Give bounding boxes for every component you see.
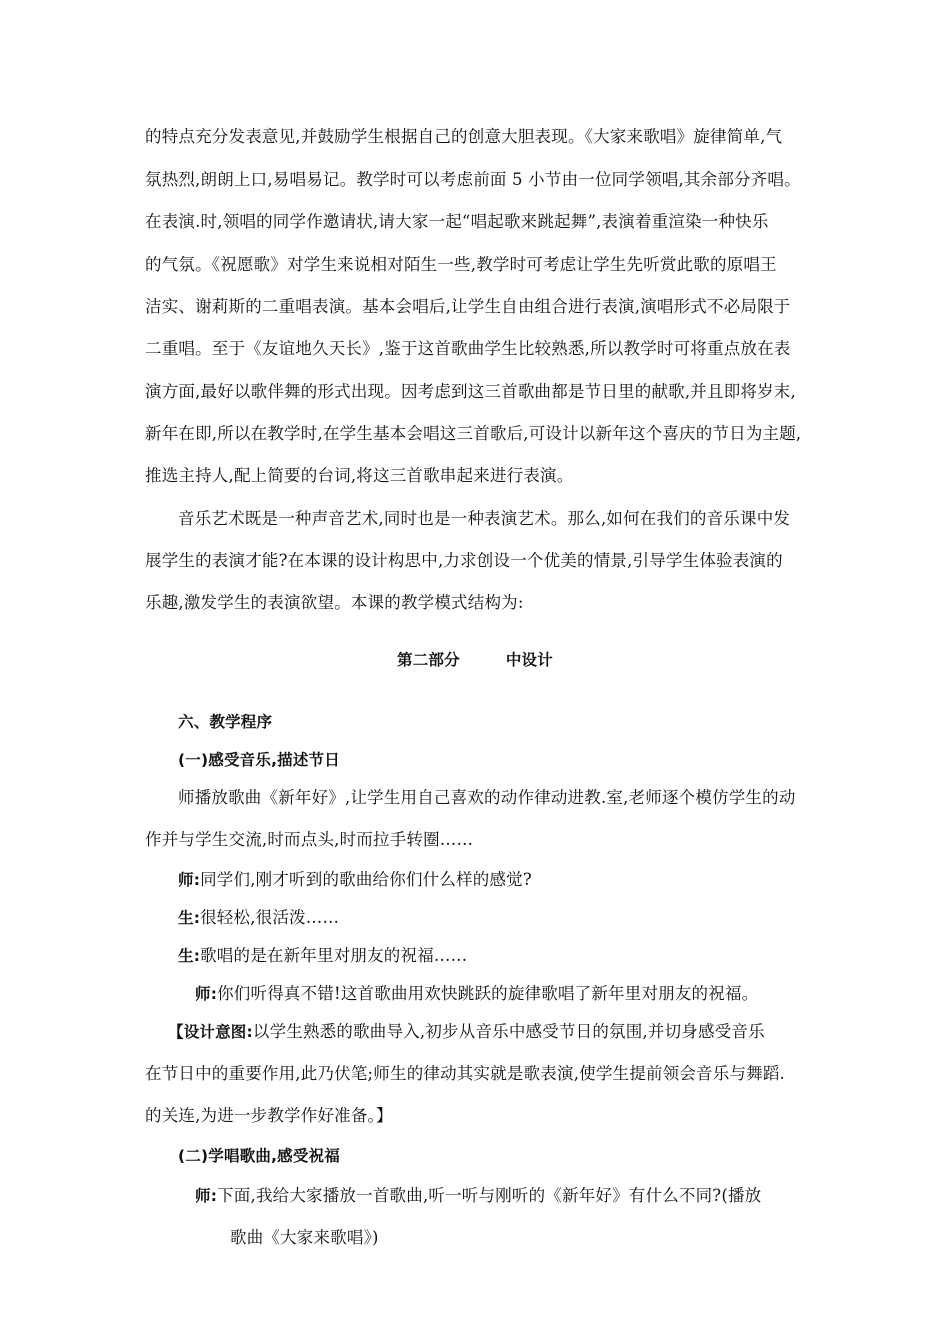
design-intent-line: 的关连,为进一步教学作好准备。】 — [145, 1106, 393, 1125]
design-intent-line: 在节日中的重要作用,此乃伏笔;师生的律动其实就是歌表演,使学生提前领会音乐与舞蹈. — [145, 1064, 785, 1083]
paragraph-line: 二重唱。至于《友谊地久天长》,鉴于这首歌曲学生比较熟悉,所以教学时可将重点放在表 — [145, 339, 791, 358]
paragraph-line: 师播放歌曲《新年好》,让学生用自己喜欢的动作律动进教.室,老师逐个模仿学生的动 — [178, 788, 796, 807]
section-heading — [0, 650, 950, 670]
paragraph-line: 展学生的表演才能?在本课的设计构思中,力求创设一个优美的情景,引导学生体验表演的 — [145, 551, 783, 570]
paragraph-line: 的特点充分发表意见,并鼓励学生根据自己的创意大胆表现。《大家来歌唱》旋律简单,气 — [145, 127, 783, 146]
step2-heading: (二)学唱歌曲,感受祝福 — [178, 1147, 340, 1165]
procedure-heading: 六、教学程序 — [178, 713, 273, 731]
section-part: 第二部分 — [397, 651, 460, 669]
speaker-label: 师: — [195, 1187, 218, 1205]
paragraph-line: 作并与学生交流,时而点头,时而拉手转圈…… — [145, 830, 474, 849]
dialogue-line: 生:很轻松,很活泼…… — [178, 908, 340, 927]
speaker-label: 生: — [178, 947, 201, 965]
speaker-label: 生: — [178, 909, 201, 927]
paragraph-line: 氛热烈,朗朗上口,易唱易记。教学时可以考虑前面 5 小节由一位同学领唱,其余部分齐唱。 — [145, 170, 801, 189]
dialogue-line: 师:下面,我给大家播放一首歌曲,听一听与刚听的《新年好》有什么不同?(播放 — [195, 1186, 762, 1205]
paragraph-line: 在表演.时,领唱的同学作邀请状,请大家一起“唱起歌来跳起舞”,表演着重渲染一种快乐 — [145, 212, 769, 231]
design-intent-label: 【设计意图: — [168, 1023, 253, 1041]
dialogue-line: 师:同学们,刚才听到的歌曲给你们什么样的感觉? — [178, 870, 532, 889]
paragraph-line: 新年在即,所以在教学时,在学生基本会唱这三首歌后,可设计以新年这个喜庆的节日为主题, — [145, 424, 802, 443]
speaker-label: 师: — [195, 985, 218, 1003]
design-intent-line: 【设计意图:以学生熟悉的歌曲导入,初步从音乐中感受节日的氛围,并切身感受音乐 — [168, 1022, 765, 1041]
speaker-label: 师: — [178, 871, 201, 889]
dialogue-line: 师:你们听得真不错!这首歌曲用欢快跳跃的旋律歌唱了新年里对朋友的祝福。 — [195, 984, 759, 1003]
paragraph-line: 推选主持人,配上简要的台词,将这三首歌串起来进行表演。 — [145, 466, 574, 485]
paragraph-line: 音乐艺术既是一种声音艺术,同时也是一种表演艺术。那么,如何在我们的音乐课中发 — [178, 509, 791, 528]
dialogue-line: 歌曲《大家来歌唱》) — [230, 1228, 379, 1247]
dialogue-line: 生:歌唱的是在新年里对朋友的祝福…… — [178, 946, 468, 965]
paragraph-line: 乐趣,激发学生的表演欲望。本课的教学模式结构为: — [145, 593, 524, 612]
section-title: 中设计 — [505, 651, 553, 669]
paragraph-line: 洁实、谢莉斯的二重唱表演。基本会唱后,让学生自由组合进行表演,演唱形式不必局限于 — [145, 297, 791, 316]
paragraph-line: 演方面,最好以歌伴舞的形式出现。因考虑到这三首歌曲都是节日里的献歌,并且即将岁末, — [145, 382, 796, 401]
step1-heading: (一)感受音乐,描述节日 — [178, 751, 340, 769]
paragraph-line: 的气氛。《祝愿歌》对学生来说相对陌生一些,教学时可考虑让学生先听赏此歌的原唱王 — [145, 255, 777, 274]
